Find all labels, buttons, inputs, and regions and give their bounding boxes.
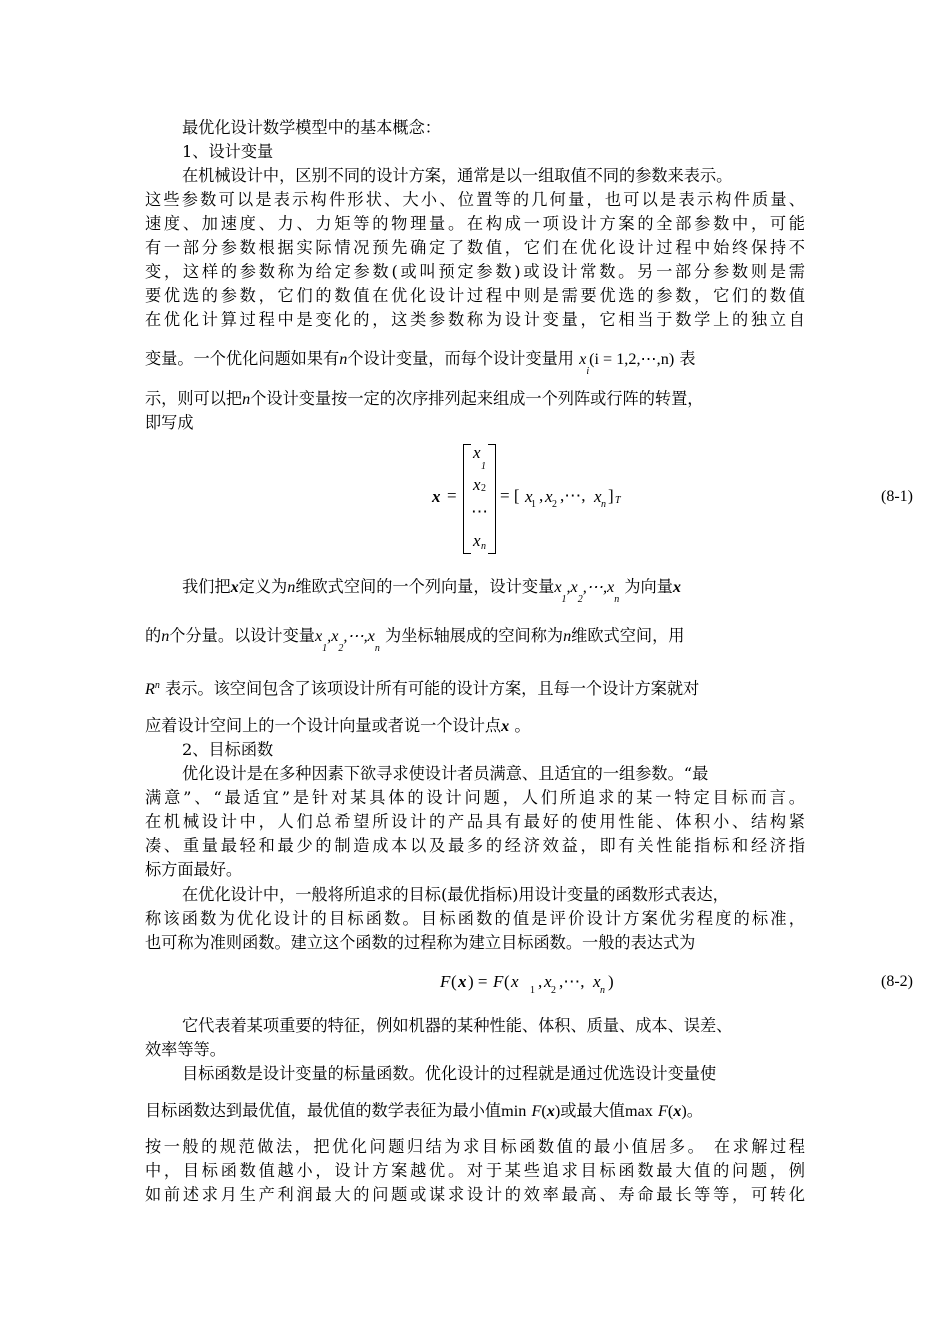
paragraph-line: 标方面最好。: [145, 860, 243, 879]
paragraph-line: 满意”、“最适宜”是针对某具体的设计问题，人们所追求的某一特定目标而言。: [145, 788, 805, 807]
paragraph-line-with-math: 我们把x定义为n维欧式空间的一个列向量，设计变量$x_1,x_2,\cdots,x_n$ 为向量x: [182, 577, 682, 605]
paragraph-line: 优化设计是在多种因素下欲寻求使设计者员满意、且适宜的一组参数。“最: [182, 764, 709, 783]
paragraph-line: 这些参数可以是表示构件形状、大小、位置等的几何量，也可以是表示构件质量、: [145, 190, 805, 209]
paragraph-line: 要优选的参数，它们的数值在优化设计过程中则是需要优选的参数，它们的数值: [145, 286, 805, 305]
paragraph-line: 在优化计算过程中是变化的，这类参数称为设计变量，它相当于数学上的独立自: [145, 310, 805, 329]
section-title-objective-function: 2、目标函数: [182, 740, 274, 759]
right-bracket: [488, 444, 496, 554]
paragraph-line: 按一般的规范做法，把优化问题归结为求目标函数值的最小值居多。 在求解过程: [145, 1137, 805, 1156]
equation-number: (8-2): [881, 973, 913, 990]
paragraph-line-with-math: 的n个分量。以设计变量$x_1,x_2,\cdots,x_n$ 为坐标轴展成的空间称为n维欧式空间，用: [145, 626, 685, 654]
math-n: n: [339, 350, 348, 368]
left-bracket: [463, 444, 471, 554]
paragraph-line-with-math: $R^n$ 表示。该空间包含了该项设计所有可能的设计方案，且每一个设计方案就对: [145, 679, 700, 698]
paragraph-line-with-math: 应着设计空间上的一个设计向量或者说一个设计点x 。: [145, 716, 531, 735]
math-x-i: $x_i$: [579, 350, 590, 377]
paragraph-line: 也可称为准则函数。建立这个函数的过程称为建立目标函数。一般的表达式为: [145, 933, 696, 952]
paragraph-line-with-math: 示，则可以把n个设计变量按一定的次序排列起来组成一个列阵或行阵的转置，: [145, 389, 704, 408]
paragraph-line: 效率等等。: [145, 1040, 226, 1059]
paragraph-line: 称该函数为优化设计的目标函数。目标函数的值是评价设计方案优劣程度的标准，: [145, 909, 805, 928]
paragraph-line: 中，目标函数值越小，设计方案越优。对于某些追求目标函数最大值的问题，例: [145, 1161, 805, 1180]
paragraph-line-with-math: 变量。一个优化问题如果有n个设计变量，而每个设计变量用 $x_i(i$ = 1,2,⋯,n) 表: [145, 349, 696, 377]
paragraph-line: 在机械设计中，人们总希望所设计的产品具有最好的使用性能、体积小、结构紧: [145, 812, 805, 831]
math-x-bold: x: [432, 487, 441, 506]
paragraph-line-with-math: 目标函数达到最优值，最优值的数学表征为最小值min F(x)或最大值max F(x)。: [145, 1101, 703, 1120]
heading: 最优化设计数学模型中的基本概念：: [182, 118, 441, 137]
paragraph-line: 目标函数是设计变量的标量函数。优化设计的过程就是通过优选设计变量使: [182, 1064, 717, 1083]
paragraph-line: 凑、重量最轻和最少的制造成本以及最多的经济效益，即有关性能指标和经济指: [145, 836, 805, 855]
paragraph-line: 速度、加速度、力、力矩等的物理量。在构成一项设计方案的全部参数中，可能: [145, 214, 805, 233]
math-R-n: $R^n$: [145, 680, 160, 698]
paragraph-line: 它代表着某项重要的特征，例如机器的某种性能、体积、质量、成本、误差、: [182, 1016, 733, 1035]
paragraph-line: 在机械设计中，区别不同的设计方案，通常是以一组取值不同的参数来表示。: [182, 166, 733, 185]
document-page: 最优化设计数学模型中的基本概念： 1、设计变量 在机械设计中，区别不同的设计方案，通常是以一组取值不同的参数来表示。 这些参数可以是表示构件形状、大小、位置等的几何量，也可以是表示构件质量、 速度、加速度、力、力矩等的物理量。在构成一项设计方案的全部参数中，可能 有一部分参数根据实际情况预先确定了数值，它们在优化设计过程中始终保持不 变，这样的参数称为给定参数(或叫预定参数)或设计常数。另一部分参数则是需 要优选的参数，它们的数值在优化设计过程中则是需要优选的参数，它们的数值 在优化计算过程中是变化的，这类参数称为设计变量，它相当于数学上的独立自 变量。一个优化问题如果有n个设计变量，而每个设计变量用 $x_i(i$ = 1,2,⋯,n) 表 示，则可以把n个设计变量按一定的次序排列起来组成一个列阵或行阵的转置， 即写成 x = x 1 x 2 ⋯ x n = [ x 1 , x 2 ,⋯, x n ] T (8-1) 我们把x定义为n维欧式空间的一个列向量，设计变量$x_1,x_2,\cdots,x_n$ 为向量x 的n个分量。以设计变量$x_1,x_2,\cdots,x_n$ 为坐标轴展成的空间称为n维欧式空间，用 $R^n$ 表示。该空间包含了该项设计所有可能的设计方案，且每一个设计方案就对 应着设计空间上的一个设计向量或者说一个设计点x 。 2、目标函数 优化设计是在多种因素下欲寻求使设计者员满意、且适宜的一组参数。“最 满意”、“最适宜”是针对某具体的设计问题，人们所追求的某一特定目标而言。 在机械设计中，人们总希望所设计的产品具有最好的使用性能、体积小、结构紧 凑、重量最轻和最少的制造成本以及最多的经济效益，即有关性能指标和经济指 标方面最好。 在优化设计中，一般将所追求的目标(最优指标)用设计变量的函数形式表达， 称该函数为优化设计的目标函数。目标函数的值是评价设计方案优劣程度的标准， 也可称为准则函数。建立这个函数的过程称为建立目标函数。一般的表达式为 F ( x ) = F ( x 1 , x 2 ,⋯, x n ) (8-2) 它代表着某项重要的特征，例如机器的某种性能、体积、质量、成本、误差、 效率等等。 目标函数是设计变量的标量函数。优化设计的过程就是通过优选设计变量使 目标函数达到最优值，最优值的数学表征为最小值min F(x)或最大值max F(x)。 按一般的规范做法，把优化问题归结为求目标函数值的最小值居多。 在求解过程 中，目标函数值越小，设计方案越优。对于某些追求目标函数最大值的问题，例 如前述求月生产利润最大的问题或谋求设计的效率最高、寿命最长等等，可转化: [145, 118, 913, 1204]
paragraph-line: 即写成: [145, 413, 194, 432]
paragraph-line: 如前述求月生产利润最大的问题或谋求设计的效率最高、寿命最长等等，可转化: [145, 1185, 805, 1204]
paragraph-line: 在优化设计中，一般将所追求的目标(最优指标)用设计变量的函数形式表达，: [182, 885, 729, 904]
section-title-design-variables: 1、设计变量: [182, 142, 274, 161]
paragraph-line: 有一部分参数根据实际情况预先确定了数值，它们在优化设计过程中始终保持不: [145, 238, 805, 257]
math-index-range: (i = 1,2,⋯,n): [589, 350, 675, 368]
equation-number: (8-1): [881, 488, 913, 505]
paragraph-line: 变，这样的参数称为给定参数(或叫预定参数)或设计常数。另一部分参数则是需: [145, 262, 805, 281]
